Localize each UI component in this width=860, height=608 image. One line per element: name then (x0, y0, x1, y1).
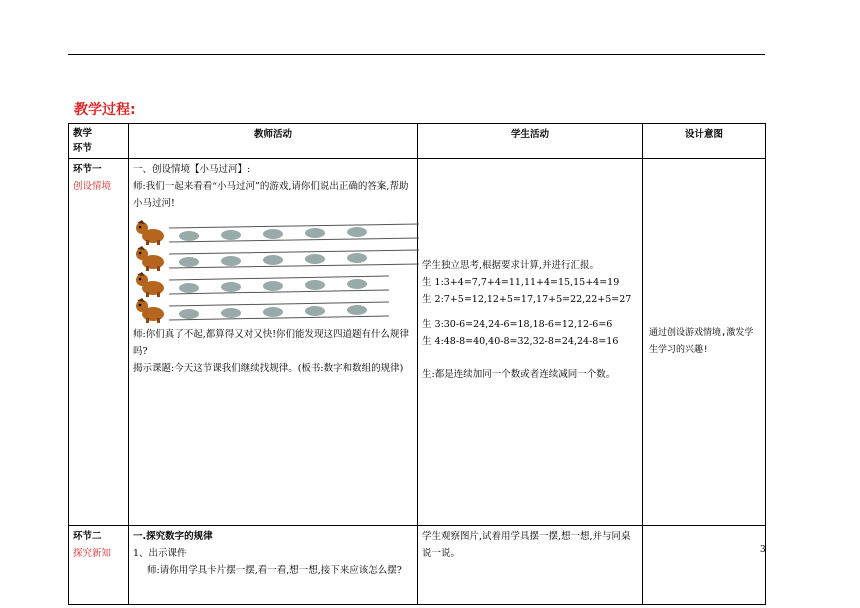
teacher-text: 1、出示课件 (133, 548, 187, 559)
pony-river-puzzle (133, 218, 413, 322)
student-text: 生 4:48-8=40,40-8=32,32-8=24,24-8=16 (422, 336, 619, 347)
student-text: 生 1:3+4=7,7+4=11,11+4=15,15+4=19 (422, 277, 620, 288)
student-text: 生 3:30-6=24,24-6=18,18-6=12,12-6=6 (422, 319, 613, 330)
river-stones (169, 248, 419, 270)
header-rule (68, 54, 765, 55)
puzzle-row (133, 296, 413, 322)
stage-subtitle: 创设情境 (73, 181, 112, 192)
stage-cell (69, 159, 129, 526)
river-stones (169, 222, 419, 244)
table-row (69, 526, 766, 605)
teacher-text: 一.探究数字的规律 (133, 531, 213, 542)
student-text: 生:都是连续加同一个数或者连续减同一个数。 (422, 369, 616, 380)
student-text: 学生独立思考,根据要求计算,并进行汇报。 (422, 260, 600, 271)
header-student: 学生活动 (418, 124, 643, 159)
table-row (69, 159, 766, 526)
river-stones (169, 300, 419, 322)
lesson-table (68, 123, 766, 605)
teacher-text: 师:我们一起来看看“小马过河”的游戏,请你们说出正确的答案,帮助小马过河! (133, 181, 409, 209)
puzzle-row (133, 244, 413, 270)
design-intent-cell (643, 526, 766, 605)
puzzle-row (133, 270, 413, 296)
teacher-activity-cell (129, 526, 418, 605)
teacher-activity-cell (129, 159, 418, 526)
puzzle-row (133, 218, 413, 244)
design-intent-cell: 通过创设游戏情境,激发学生学习的兴趣! (643, 159, 766, 526)
teacher-text: 揭示课题:今天这节课我们继续找规律。(板书:数字和数组的规律) (133, 363, 404, 374)
stage-name: 环节二 (73, 531, 102, 542)
pony-icon (133, 296, 167, 324)
teacher-text: 一、创设情境【小马过河】: (133, 164, 251, 175)
student-activity-cell (418, 526, 643, 605)
student-text: 学生观察图片,试着用学具摆一摆,想一想,并与同桌说一说。 (422, 531, 631, 559)
section-title: 教学过程: (74, 102, 136, 118)
pony-icon (133, 244, 167, 272)
table-header-row (69, 124, 766, 159)
header-design: 设计意图 (643, 124, 766, 159)
page-number: 3 (760, 545, 766, 555)
stage-cell (69, 526, 129, 605)
pony-icon (133, 270, 167, 298)
header-teacher: 教师活动 (129, 124, 418, 159)
teacher-text: 师:你们真了不起,都算得又对又快!你们能发现这四道题有什么规律吗? (133, 329, 410, 357)
student-activity-cell (418, 159, 643, 526)
student-text: 生 2:7+5=12,12+5=17,17+5=22,22+5=27 (422, 294, 632, 305)
header-stage (69, 124, 129, 159)
header-stage-label: 教学 环节 (73, 128, 93, 154)
river-stones (169, 274, 419, 296)
stage-name: 环节一 (73, 164, 102, 175)
teacher-text: 师:请你用学具卡片摆一摆,看一看,想一想,接下来应该怎么摆? (147, 565, 402, 576)
stage-subtitle: 探究新知 (73, 548, 112, 559)
pony-icon (133, 218, 167, 246)
